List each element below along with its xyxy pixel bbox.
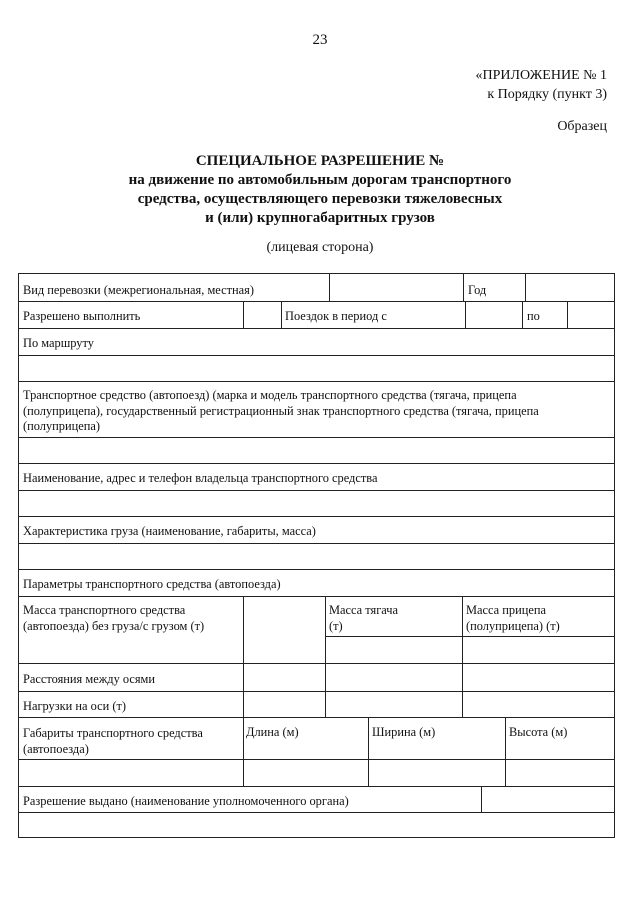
column-divider [463,273,464,301]
title-line-3: средства, осуществляющего перевозки тяжеловесных [137,191,503,207]
row-divider [18,786,615,787]
row-divider [18,596,615,597]
column-divider [567,301,568,328]
annex-line-2: к Порядку (пункт 3) [487,87,607,102]
row-divider [18,691,615,692]
trips-period-label: Поездок в период с [285,309,387,323]
row-divider [18,381,615,382]
vehicle-mass-label-line-2: (автопоезда) без груза/с грузом (т) [23,619,205,633]
vehicle-mass-label-line-1: Масса транспортного средства [23,603,186,617]
row-divider [18,437,615,438]
column-divider [325,596,326,717]
row-divider [325,636,615,637]
column-divider [522,301,523,328]
cargo-label: Характеристика груза (наименование, габариты, масса) [23,524,316,538]
column-divider [243,301,244,328]
issued-by-label: Разрешение выдано (наименование уполномоченного органа) [23,794,349,808]
column-divider [243,596,244,717]
row-divider [18,663,615,664]
trailer-mass-label-line-1: Масса прицепа [466,603,546,617]
allowed-label: Разрешено выполнить [23,309,141,323]
vehicle-label-line-2: (полуприцепа), государственный регистрационный знак транспортного средства (тягача, прицепа [23,404,539,418]
side-label: (лицевая сторона) [266,240,374,255]
title-line-4: и (или) крупногабаритных грузов [205,210,435,226]
sample-label: Образец [557,119,607,134]
row-divider [18,490,615,491]
row-divider [18,355,615,356]
tractor-mass-label-line-2: (т) [329,619,343,633]
axle-loads-label: Нагрузки на оси (т) [23,699,127,713]
column-divider [525,273,526,301]
column-divider [243,717,244,786]
tractor-mass-label-line-1: Масса тягача [329,603,399,617]
length-label: Длина (м) [246,725,299,739]
row-divider [18,516,615,517]
vehicle-label-line-3: (полуприцепа) [23,419,101,433]
annex-heading [476,66,608,104]
document-title [0,152,640,228]
row-divider [18,569,615,570]
vehicle-params-label: Параметры транспортного средства (автопоезда) [23,577,281,591]
row-divider [18,543,615,544]
title-line-2: на движение по автомобильным дорогам транспортного [128,172,512,188]
transport-type-label: Вид перевозки (межрегиональная, местная) [23,283,254,297]
route-label: По маршруту [23,336,94,350]
column-divider [329,273,330,301]
row-divider [18,328,615,329]
row-divider [18,812,615,813]
row-divider [18,301,615,302]
year-label: Год [468,283,487,297]
column-divider [462,596,463,717]
dimensions-label-line-2: (автопоезда) [23,742,89,756]
period-to-label: по [527,309,540,323]
page-number: 23 [312,32,328,48]
title-line-1: СПЕЦИАЛЬНОЕ РАЗРЕШЕНИЕ № [195,153,445,169]
trailer-mass-label-line-2: (полуприцепа) (т) [466,619,560,633]
row-divider [18,463,615,464]
column-divider [465,301,466,328]
dimensions-label-line-1: Габариты транспортного средства [23,726,203,740]
annex-line-1: «ПРИЛОЖЕНИЕ № 1 [475,68,607,83]
width-label: Ширина (м) [372,725,436,739]
column-divider [481,786,482,812]
permit-form-table [18,273,615,838]
height-label: Высота (м) [509,725,568,739]
owner-label: Наименование, адрес и телефон владельца транспортного средства [23,471,378,485]
vehicle-label-line-1: Транспортное средство (автопоезд) (марка и модель транспортного средства (тягача, прицепа [23,388,517,402]
column-divider [281,301,282,328]
axle-distance-label: Расстояния между осями [23,672,156,686]
column-divider [368,717,369,786]
row-divider [18,759,615,760]
row-divider [18,717,615,718]
column-divider [505,717,506,786]
